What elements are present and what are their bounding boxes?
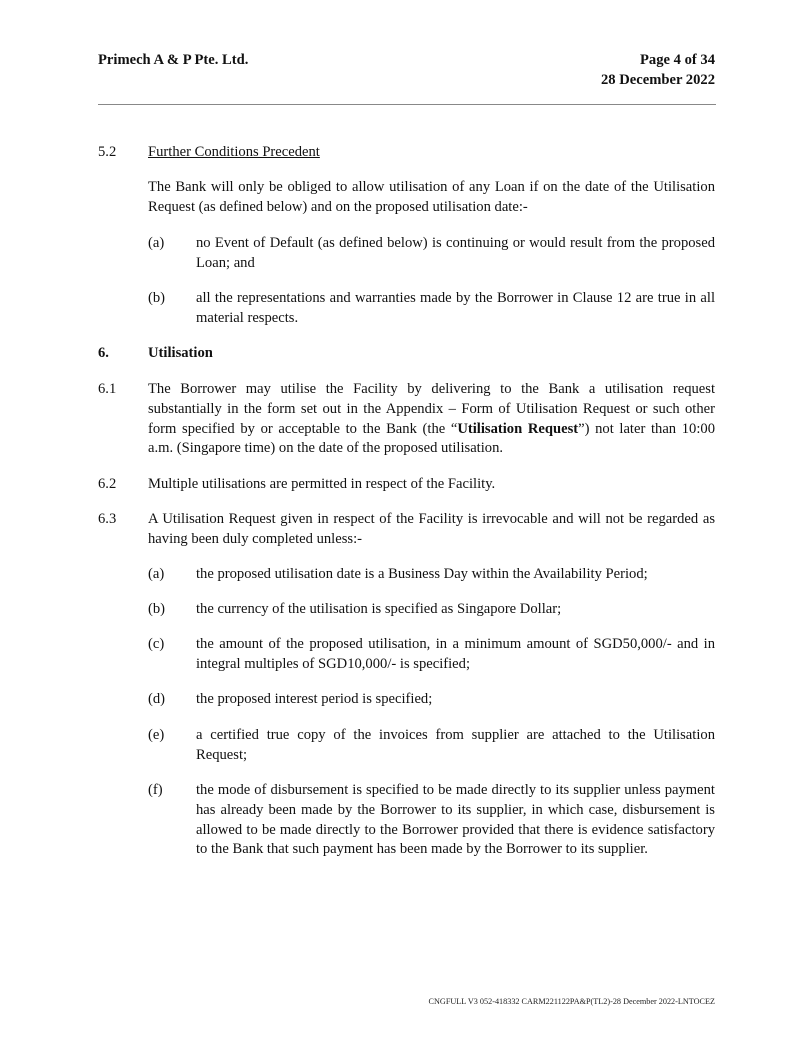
section-title: Utilisation <box>148 345 213 361</box>
header-page-number: Page 4 of 34 <box>640 52 715 68</box>
item-text: all the representations and warranties made by the Borrower in Clause 12 are true in all material respects. <box>196 290 715 326</box>
clause-paragraph: Multiple utilisations are permitted in respect of the Facility. <box>148 476 496 492</box>
text-run: The Borrower may utilise the Facility by delivering to the Bank a utilisation request substantially in the form set out in the Appendix – Form of Utilisation Request or such other form specified by or acceptable to the Bank (the “ <box>148 381 715 437</box>
section-number: 6. <box>98 345 109 361</box>
item-text: the proposed interest period is specified; <box>196 691 433 707</box>
clause-number: 5.2 <box>98 144 117 160</box>
text-run: ”) not later than 10:00 a.m. (Singapore time) on the date of the proposed utilisation. <box>148 420 715 457</box>
item-label: (a) <box>148 566 165 582</box>
clause-paragraph: A Utilisation Request given in respect of the Facility is irrevocable and will not be regarded as having been duly completed unless:- <box>148 511 715 547</box>
item-label: (c) <box>148 636 165 652</box>
clause-paragraph: The Bank will only be obliged to allow utilisation of any Loan if on the date of the Utilisation Request (as defined below) and on the proposed utilisation date:- <box>148 179 715 215</box>
item-text: the mode of disbursement is specified to be made directly to its supplier unless payment has already been made by the Borrower to its supplier, in which case, disbursement is allowed to be made directly to the Borrower provided that there is evidence satisfactory to the Bank that such payment has been made by the Borrower to its supplier. <box>196 782 715 858</box>
header-date: 28 December 2022 <box>600 72 715 88</box>
defined-term: Utilisation Request <box>457 420 579 437</box>
item-label: (b) <box>148 290 166 306</box>
item-label: (f) <box>148 782 163 798</box>
item-label: (e) <box>148 727 165 743</box>
item-text: no Event of Default (as defined below) is continuing or would result from the proposed Loan; and <box>196 235 715 271</box>
footer-reference: CNGFULL V3 052-418332 CARM221122PA&P(TL2)-28 December 2022-LNTOCEZ <box>428 997 715 1006</box>
header-company: Primech A & P Pte. Ltd. <box>98 52 249 68</box>
header-divider <box>98 104 716 105</box>
item-text: a certified true copy of the invoices from supplier are attached to the Utilisation Request; <box>196 727 715 763</box>
item-text: the proposed utilisation date is a Business Day within the Availability Period; <box>196 566 648 582</box>
item-label: (d) <box>148 691 166 707</box>
clause-number: 6.3 <box>98 511 117 527</box>
clause-paragraph <box>148 380 715 459</box>
clause-number: 6.2 <box>98 476 117 492</box>
clause-number: 6.1 <box>98 381 117 397</box>
clause-title: Further Conditions Precedent <box>148 144 320 160</box>
item-text: the currency of the utilisation is specified as Singapore Dollar; <box>196 601 562 617</box>
item-label: (b) <box>148 601 166 617</box>
item-label: (a) <box>148 235 165 251</box>
item-text: the amount of the proposed utilisation, in a minimum amount of SGD50,000/- and in integral multiples of SGD10,000/- is specified; <box>196 636 715 672</box>
